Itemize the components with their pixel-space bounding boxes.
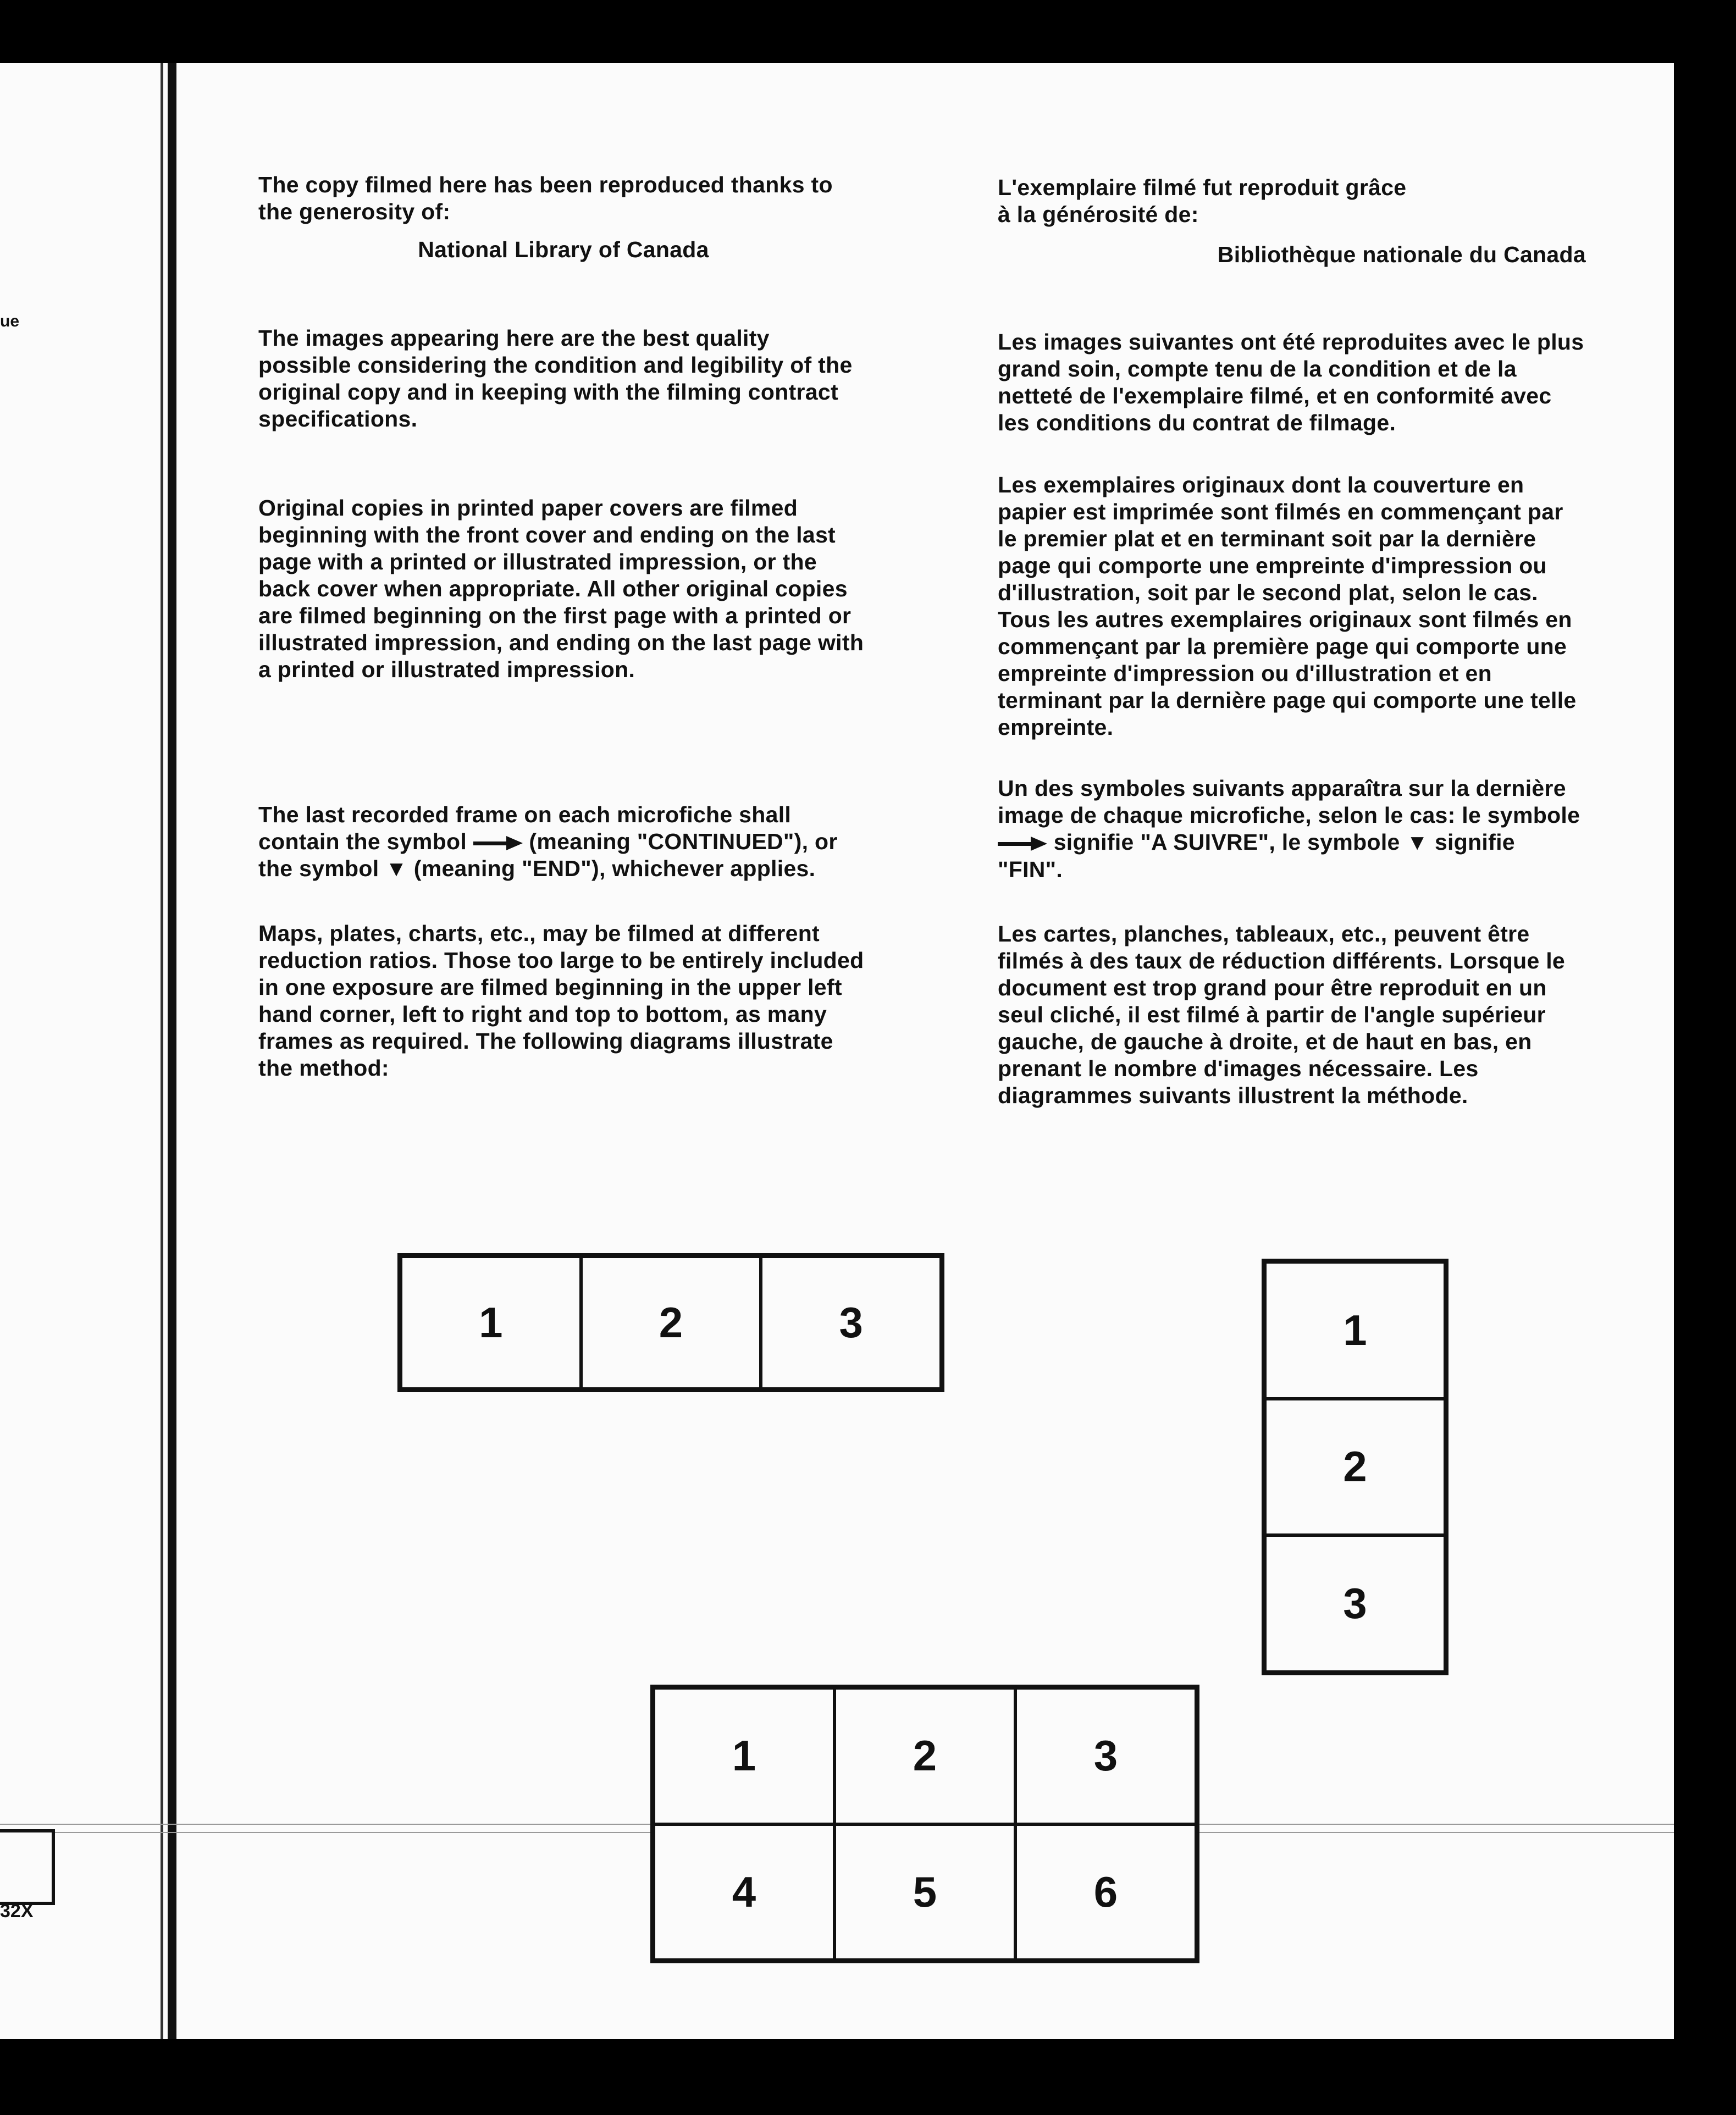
edge-fragment-label: 32X: [0, 1901, 34, 1922]
french-symbols-paragraph: [998, 775, 1586, 883]
diagram-column-cell: 3: [1265, 1535, 1445, 1672]
diagram-grid-cell: 4: [654, 1824, 834, 1961]
end-triangle-icon: ▼: [385, 857, 408, 881]
edge-fragment-box: [0, 1829, 55, 1905]
english-institution: National Library of Canada: [418, 237, 709, 262]
french-originals-paragraph: Les exemplaires originaux dont la couverture en papier est imprimée sont filmés en commençant par le premier plat et en terminant soit par la dernière page qui comporte une empreinte d'impression ou d'illustration, soit par le second plat, selon le cas. Tous les autres exemplaires originaux sont filmés en commençant par la première page qui comporte une empreinte d'impression ou d'illustration et en terminant par la dernière page qui comporte une telle empreinte.: [998, 472, 1577, 740]
diagram-grid-cell: 2: [834, 1688, 1015, 1824]
suivre-arrow-icon: [998, 839, 1047, 849]
french-institution: Bibliothèque nationale du Canada: [1217, 242, 1586, 267]
diagram-grid-cell: 5: [834, 1824, 1015, 1961]
diagram-row: [397, 1253, 944, 1392]
diagram-row-cell: 3: [761, 1256, 941, 1389]
fin-triangle-icon: ▼: [1406, 831, 1429, 855]
english-symbols-text-c: (meaning "END"), whichever applies.: [413, 856, 816, 881]
english-column: [258, 171, 869, 1082]
french-maps-paragraph: Les cartes, planches, tableaux, etc., peuvent être filmés à des taux de réduction différents. Lorsque le document est trop grand pour être reproduit en un seul cliché, il est filmé à partir de l'angle supérieur gauche, de gauche à droite, et de haut en bas, en prenant le nombre d'images nécessaire. Les diagrammes suivants illustrent la méthode.: [998, 921, 1566, 1108]
diagram-grid-cell: 1: [654, 1688, 834, 1824]
diagram-column-cell: 2: [1265, 1399, 1445, 1536]
diagram-grid-cell: 6: [1015, 1824, 1196, 1961]
french-column: [998, 174, 1586, 1109]
english-symbols-paragraph: [258, 801, 869, 883]
diagram-row-cell: 1: [401, 1256, 581, 1389]
diagram-grid-cell: 3: [1015, 1688, 1196, 1824]
french-symbols-text-b: signifie "A SUIVRE", le symbole: [1053, 829, 1400, 855]
french-symbols-text-c: signifie "FIN".: [998, 829, 1515, 882]
french-credit-intro: L'exemplaire filmé fut reproduit grâce à la générosité de:: [998, 175, 1407, 227]
continued-arrow-icon: [473, 838, 523, 848]
english-symbols-text-b: (meaning "CONTINUED"), or the symbol: [258, 829, 838, 881]
diagram-column: [1262, 1259, 1448, 1675]
english-credit-intro: The copy filmed here has been reproduced thanks to the generosity of:: [258, 172, 833, 224]
edge-fragment-text: ue: [0, 312, 20, 330]
diagram-grid: [650, 1685, 1199, 1963]
diagram-row-cell: 2: [581, 1256, 761, 1389]
english-symbols-text-a: The last recorded frame on each microfiche shall contain the symbol: [258, 802, 792, 854]
english-originals-paragraph: Original copies in printed paper covers are filmed beginning with the front cover and ending on the last page with a printed or illustrated impression, or the back cover when appropriate. All other original copies are filmed beginning on the first page with a printed or illustrated impression, and ending on the last page with a printed or illustrated impression.: [258, 495, 864, 682]
french-quality-paragraph: Les images suivantes ont été reproduites avec le plus grand soin, compte tenu de la condition et de la netteté de l'exemplaire filmé, et en conformité avec les conditions du contrat de filmage.: [998, 329, 1584, 435]
binding-gutter: [168, 63, 176, 2039]
english-maps-paragraph: Maps, plates, charts, etc., may be filmed at different reduction ratios. Those too large to be entirely included in one exposure are filmed beginning in the upper left hand corner, left to right and top to bottom, as many frames as required. The following diagrams illustrate the method:: [258, 921, 864, 1081]
diagram-column-cell: 1: [1265, 1262, 1445, 1399]
french-symbols-text-a: Un des symboles suivants apparaîtra sur la dernière image de chaque microfiche, selon le cas: le symbole: [998, 776, 1580, 828]
binding-shadow: [161, 63, 163, 2039]
english-quality-paragraph: The images appearing here are the best quality possible considering the condition and legibility of the original copy and in keeping with the filming contract specifications.: [258, 325, 853, 431]
